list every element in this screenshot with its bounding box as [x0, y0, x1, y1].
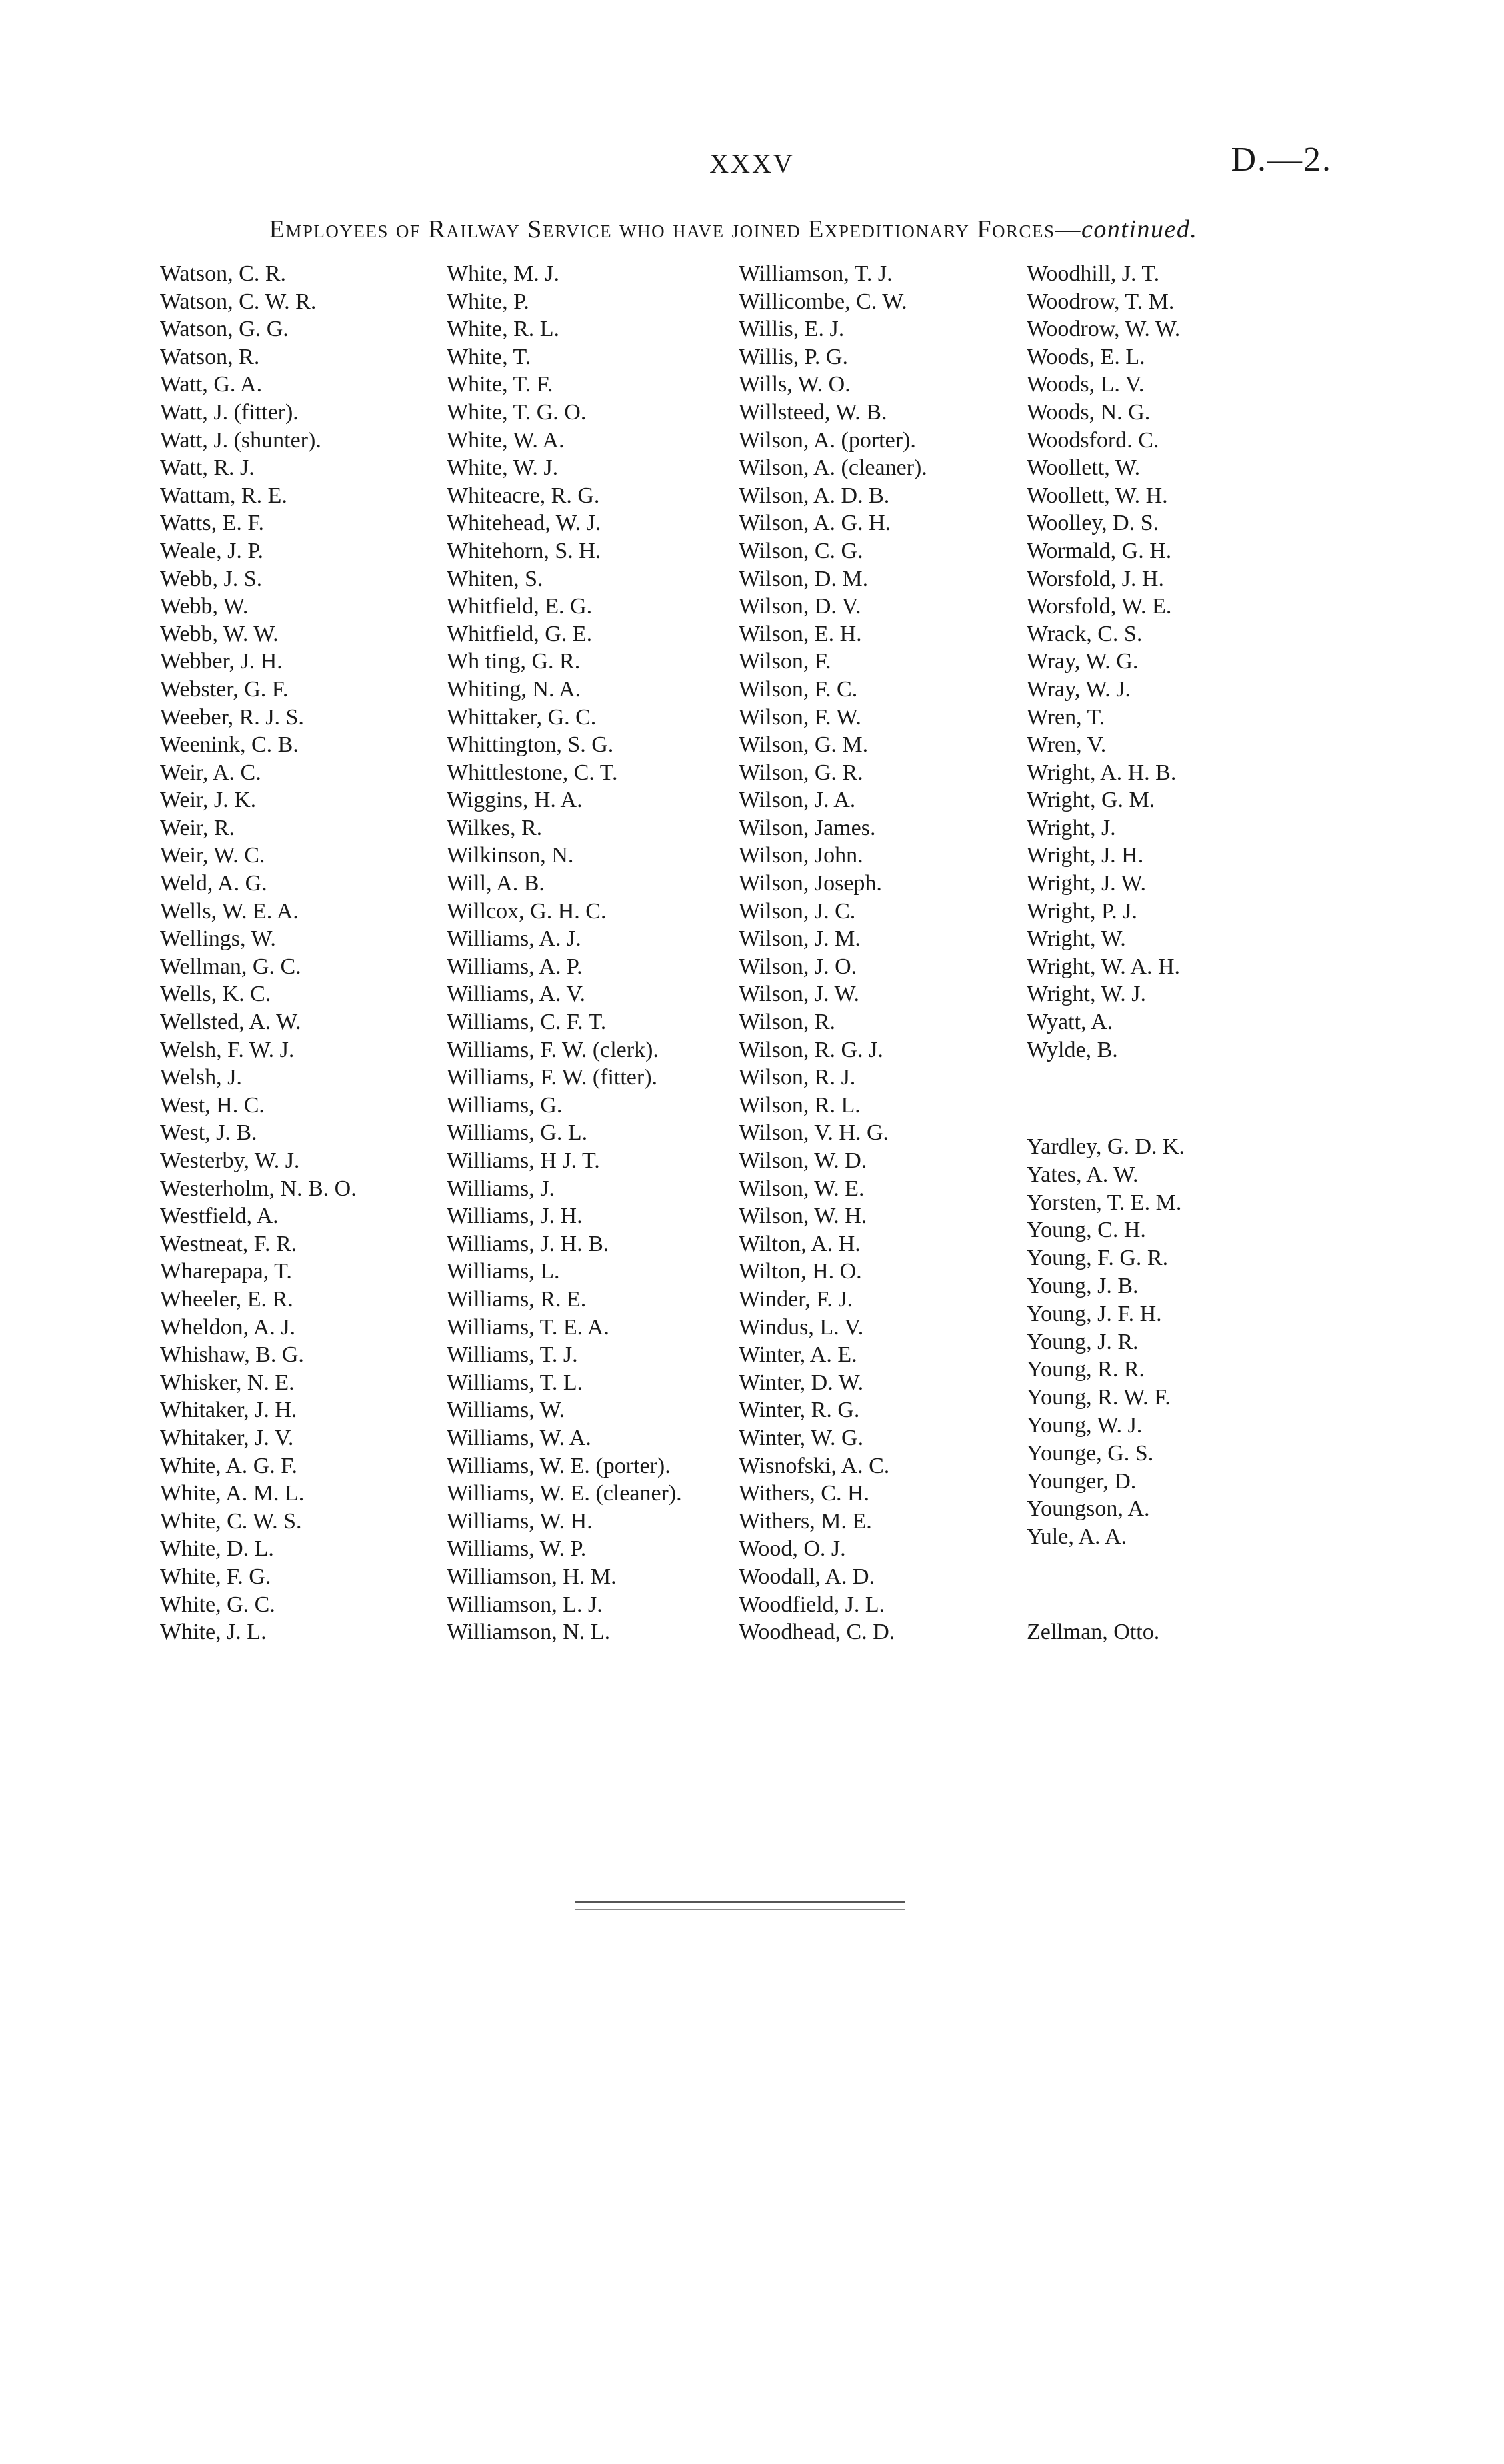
name-entry: Wills, W. O.: [739, 372, 851, 397]
name-entry: Wells, K. C.: [160, 982, 271, 1007]
name-entry: Williams, G. L.: [447, 1120, 588, 1146]
name-entry: White, C. W. S.: [160, 1508, 302, 1534]
name-entry: Wright, W. J.: [1027, 982, 1147, 1007]
name-entry: Wilson, A. (cleaner).: [739, 455, 927, 481]
name-entry: Wilson, R. G. J.: [739, 1037, 883, 1062]
name-entry: White, A. G. F.: [160, 1453, 297, 1478]
name-entry: Williams, T. L.: [447, 1370, 583, 1395]
name-entry: Wright, P. J.: [1027, 898, 1137, 924]
name-entry: Williams, G.: [447, 1092, 563, 1118]
name-entry: Wheldon, A. J.: [160, 1314, 296, 1340]
names-column-3: [739, 260, 927, 1646]
name-entry: Wright, J. H.: [1027, 843, 1144, 868]
name-entry: Winter, W. G.: [739, 1425, 864, 1450]
name-entry: White, A. M. L.: [160, 1481, 305, 1506]
name-entry: Wilton, A. H.: [739, 1231, 861, 1256]
name-entry: Williams, T. E. A.: [447, 1314, 609, 1340]
name-entry: Woodrow, W. W.: [1027, 317, 1181, 342]
name-entry: Williamson, N. L.: [447, 1620, 611, 1645]
name-entry: Wray, W. J.: [1027, 676, 1131, 702]
name-entry: Wright, W. A. H.: [1027, 954, 1181, 979]
names-column-4-z: [1027, 1618, 1159, 1646]
name-entry: Wilson, John.: [739, 843, 863, 868]
name-entry: Wilson, E. H.: [739, 621, 862, 646]
name-entry: Woodrow, T. M.: [1027, 289, 1175, 314]
name-entry: Willicombe, C. W.: [739, 289, 907, 314]
heading-main: Employees of Railway Service who have joined Expeditionary Forces—: [269, 215, 1082, 243]
name-entry: Wilson, F. W.: [739, 704, 861, 730]
name-entry: Wilson, C. G.: [739, 538, 863, 563]
name-entry: Whiteacre, R. G.: [447, 483, 600, 508]
name-entry: Wright, A. H. B.: [1027, 760, 1177, 785]
name-entry: Weld, A. G.: [160, 871, 267, 896]
name-entry: Wilkes, R.: [447, 815, 543, 840]
name-entry: Wilson, James.: [739, 815, 876, 840]
name-entry: Withers, M. E.: [739, 1508, 872, 1534]
name-entry: Webb, W. W.: [160, 621, 279, 646]
name-entry: Williams, C. F. T.: [447, 1010, 607, 1035]
name-entry: Wormald, G. H.: [1027, 538, 1172, 563]
name-entry: Wheeler, E. R.: [160, 1286, 293, 1312]
name-entry: White, T. G. O.: [447, 399, 587, 425]
name-entry: Webb, W.: [160, 594, 249, 619]
name-entry: Williams, A. V.: [447, 982, 586, 1007]
name-entry: Williamson, L. J.: [447, 1592, 603, 1617]
name-entry: Williams, A. J.: [447, 926, 581, 952]
name-entry: Weir, J. K.: [160, 788, 257, 813]
name-entry: Wisnofski, A. C.: [739, 1453, 890, 1478]
name-entry: Westerholm, N. B. O.: [160, 1176, 357, 1201]
name-entry: Wilson, W. D.: [739, 1148, 867, 1173]
name-entry: Woods, E. L.: [1027, 344, 1145, 369]
name-entry: Wren, V.: [1027, 732, 1107, 758]
name-entry: Yardley, G. D. K.: [1027, 1134, 1185, 1159]
name-entry: Wilson, A. D. B.: [739, 483, 890, 508]
name-entry: Watts, E. F.: [160, 511, 265, 536]
name-entry: Williams, T. J.: [447, 1342, 578, 1368]
name-entry: Watson, G. G.: [160, 317, 289, 342]
name-entry: Wattam, R. E.: [160, 483, 287, 508]
names-column-4-w: [1027, 260, 1180, 1064]
name-entry: Wilson, D. M.: [739, 566, 869, 591]
name-entry: Woolley, D. S.: [1027, 511, 1159, 536]
name-entry: Wilson, J. O.: [739, 954, 857, 979]
name-entry: Watt, J. (shunter).: [160, 427, 321, 453]
name-entry: Willis, E. J.: [739, 317, 845, 342]
name-entry: Wilton, H. O.: [739, 1259, 862, 1284]
name-entry: Wilson, R.: [739, 1010, 836, 1035]
name-entry: Withers, C. H.: [739, 1481, 869, 1506]
name-entry: Watson, C. W. R.: [160, 289, 317, 314]
name-entry: Welsh, F. W. J.: [160, 1037, 295, 1062]
name-entry: Woollett, W.: [1027, 455, 1141, 481]
name-entry: Woods, N. G.: [1027, 399, 1151, 425]
name-entry: Williams, J. H. B.: [447, 1231, 609, 1256]
name-entry: Young, F. G. R.: [1027, 1246, 1169, 1271]
name-entry: Williams, F. W. (clerk).: [447, 1037, 659, 1062]
footer-rule: [575, 1901, 905, 1910]
name-entry: Wilson, W. H.: [739, 1204, 867, 1229]
name-entry: Wellings, W.: [160, 926, 276, 952]
name-entry: Williams, W. P.: [447, 1536, 587, 1562]
name-entry: Whitfield, E. G.: [447, 594, 593, 619]
name-entry: Wells, W. E. A.: [160, 898, 299, 924]
name-entry: White, D. L.: [160, 1536, 274, 1562]
name-entry: Weir, W. C.: [160, 843, 265, 868]
page-heading: [133, 215, 1333, 244]
name-entry: White, M. J.: [447, 261, 560, 286]
name-entry: Williams, J.: [447, 1176, 555, 1201]
names-column-1: [160, 260, 357, 1646]
name-entry: Westneat, F. R.: [160, 1231, 297, 1256]
name-entry: Whittaker, G. C.: [447, 704, 597, 730]
names-column-4-y: [1027, 1133, 1185, 1551]
name-entry: Whiten, S.: [447, 566, 543, 591]
names-column-2: [447, 260, 682, 1646]
name-entry: Yule, A. A.: [1027, 1524, 1127, 1550]
name-entry: Whisker, N. E.: [160, 1370, 295, 1395]
name-entry: White, W. J.: [447, 455, 559, 481]
name-entry: Watson, R.: [160, 344, 260, 369]
name-entry: Whishaw, B. G.: [160, 1342, 304, 1368]
name-entry: Wood, O. J.: [739, 1536, 846, 1562]
name-entry: Winter, A. E.: [739, 1342, 857, 1368]
name-entry: Wellsted, A. W.: [160, 1010, 301, 1035]
name-entry: Wright, W.: [1027, 926, 1126, 952]
name-entry: Woodsford. C.: [1027, 427, 1159, 453]
heading-continued: continued.: [1081, 215, 1198, 243]
name-entry: Williams, W.: [447, 1398, 565, 1423]
name-entry: Wellman, G. C.: [160, 954, 301, 979]
name-entry: Wilson, J. C.: [739, 898, 856, 924]
name-entry: Younger, D.: [1027, 1468, 1137, 1494]
name-entry: Winter, R. G.: [739, 1398, 860, 1423]
name-entry: Wiggins, H. A.: [447, 788, 583, 813]
name-entry: Worsfold, J. H.: [1027, 566, 1164, 591]
name-entry: Wilson, D. V.: [739, 594, 861, 619]
name-entry: Winder, F. J.: [739, 1286, 853, 1312]
name-entry: Wilson, G. M.: [739, 732, 869, 758]
name-entry: Willcox, G. H. C.: [447, 898, 607, 924]
name-entry: Welsh, J.: [160, 1065, 242, 1090]
name-entry: Wilson, G. R.: [739, 760, 863, 785]
name-entry: Wilson, A. G. H.: [739, 511, 891, 536]
name-entry: Whiting, N. A.: [447, 676, 581, 702]
name-entry: Williamson, T. J.: [739, 261, 893, 286]
name-entry: Wilson, J. A.: [739, 788, 856, 813]
name-entry: Williams, H J. T.: [447, 1148, 600, 1173]
name-entry: Wilson, R. J.: [739, 1065, 856, 1090]
name-entry: Woollett, W. H.: [1027, 483, 1168, 508]
name-entry: Weenink, C. B.: [160, 732, 299, 758]
name-entry: Wright, J. W.: [1027, 871, 1147, 896]
name-entry: Young, C. H.: [1027, 1218, 1146, 1243]
name-entry: Wilson, V. H. G.: [739, 1120, 889, 1146]
name-entry: White, T.: [447, 344, 531, 369]
name-entry: Young, R. W. F.: [1027, 1385, 1171, 1410]
name-entry: Woodfield, J. L.: [739, 1592, 885, 1617]
name-entry: Williamson, H. M.: [447, 1564, 617, 1589]
name-entry: Williams, A. P.: [447, 954, 583, 979]
name-entry: Worsfold, W. E.: [1027, 594, 1172, 619]
name-entry: Woodhead, C. D.: [739, 1620, 895, 1645]
name-entry: Weeber, R. J. S.: [160, 704, 304, 730]
name-entry: White, T. F.: [447, 372, 553, 397]
name-entry: Wren, T.: [1027, 704, 1105, 730]
name-entry: Young, W. J.: [1027, 1412, 1143, 1438]
name-entry: Whitehorn, S. H.: [447, 538, 601, 563]
name-entry: Wray, W. G.: [1027, 649, 1139, 674]
name-entry: White, W. A.: [447, 427, 565, 453]
name-entry: Wright, J.: [1027, 815, 1116, 840]
name-entry: Youngson, A.: [1027, 1496, 1150, 1522]
name-entry: Westfield, A.: [160, 1204, 279, 1229]
name-entry: Westerby, W. J.: [160, 1148, 300, 1173]
name-entry: Williams, W. E. (porter).: [447, 1453, 671, 1478]
name-entry: Younge, G. S.: [1027, 1440, 1154, 1466]
name-entry: Wilson, A. (porter).: [739, 427, 916, 453]
name-entry: Watt, G. A.: [160, 372, 263, 397]
name-entry: Webber, J. H.: [160, 649, 283, 674]
name-entry: Windus, L. V.: [739, 1314, 864, 1340]
name-entry: Young, R. R.: [1027, 1357, 1145, 1382]
name-entry: Wright, G. M.: [1027, 788, 1155, 813]
name-entry: Whittlestone, C. T.: [447, 760, 618, 785]
name-entry: Watson, C. R.: [160, 261, 286, 286]
name-entry: Williams, W. A.: [447, 1425, 591, 1450]
name-entry: Wilson, W. E.: [739, 1176, 865, 1201]
name-entry: Young, J. F. H.: [1027, 1301, 1162, 1326]
name-entry: West, J. B.: [160, 1120, 257, 1146]
name-entry: Whitaker, J. V.: [160, 1425, 294, 1450]
name-entry: Woodhill, J. T.: [1027, 261, 1160, 286]
name-entry: White, J. L.: [160, 1620, 267, 1645]
name-entry: Winter, D. W.: [739, 1370, 864, 1395]
name-entry: Williams, F. W. (fitter).: [447, 1065, 658, 1090]
name-entry: Woodall, A. D.: [739, 1564, 875, 1589]
name-entry: Woods, L. V.: [1027, 372, 1145, 397]
name-entry: Weale, J. P.: [160, 538, 263, 563]
name-entry: Willis, P. G.: [739, 344, 848, 369]
name-entry: White, P.: [447, 289, 529, 314]
document-reference: D.—2.: [1231, 141, 1332, 179]
name-entry: Wh ting, G. R.: [447, 649, 581, 674]
name-entry: Willsteed, W. B.: [739, 399, 887, 425]
name-entry: Whittington, S. G.: [447, 732, 614, 758]
name-entry: Williams, W. E. (cleaner).: [447, 1481, 682, 1506]
name-entry: Yates, A. W.: [1027, 1162, 1139, 1187]
name-entry: Watt, R. J.: [160, 455, 255, 481]
name-entry: Wilson, J. M.: [739, 926, 861, 952]
page-number: XXXV: [709, 149, 795, 179]
name-entry: Whitehead, W. J.: [447, 511, 601, 536]
name-entry: West, H. C.: [160, 1092, 265, 1118]
name-entry: Weir, R.: [160, 815, 235, 840]
name-entry: Whitfield, G. E.: [447, 621, 593, 646]
name-entry: Williams, R. E.: [447, 1286, 587, 1312]
name-entry: Young, J. R.: [1027, 1329, 1139, 1354]
name-entry: Williams, L.: [447, 1259, 560, 1284]
name-entry: Zellman, Otto.: [1027, 1620, 1160, 1644]
name-entry: Watt, J. (fitter).: [160, 399, 299, 425]
name-entry: Weir, A. C.: [160, 760, 261, 785]
name-entry: Young, J. B.: [1027, 1273, 1139, 1298]
name-entry: Wilson, R. L.: [739, 1092, 861, 1118]
name-entry: Webb, J. S.: [160, 566, 263, 591]
name-entry: Wharepapa, T.: [160, 1259, 292, 1284]
name-entry: White, F. G.: [160, 1564, 271, 1589]
name-entry: Wilson, J. W.: [739, 982, 859, 1007]
name-entry: Yorsten, T. E. M.: [1027, 1190, 1182, 1215]
name-entry: Wilson, F. C.: [739, 676, 858, 702]
name-entry: Williams, J. H.: [447, 1204, 583, 1229]
name-entry: Wylde, B.: [1027, 1037, 1118, 1062]
name-entry: White, G. C.: [160, 1592, 275, 1617]
name-entry: Wilson, F.: [739, 649, 831, 674]
name-entry: Whitaker, J. H.: [160, 1398, 297, 1423]
name-entry: Wrack, C. S.: [1027, 621, 1143, 646]
name-entry: Will, A. B.: [447, 871, 545, 896]
name-entry: White, R. L.: [447, 317, 560, 342]
name-entry: Webster, G. F.: [160, 676, 289, 702]
name-entry: Wilson, Joseph.: [739, 871, 882, 896]
name-entry: Williams, W. H.: [447, 1508, 593, 1534]
name-entry: Wyatt, A.: [1027, 1010, 1113, 1035]
name-entry: Wilkinson, N.: [447, 843, 574, 868]
